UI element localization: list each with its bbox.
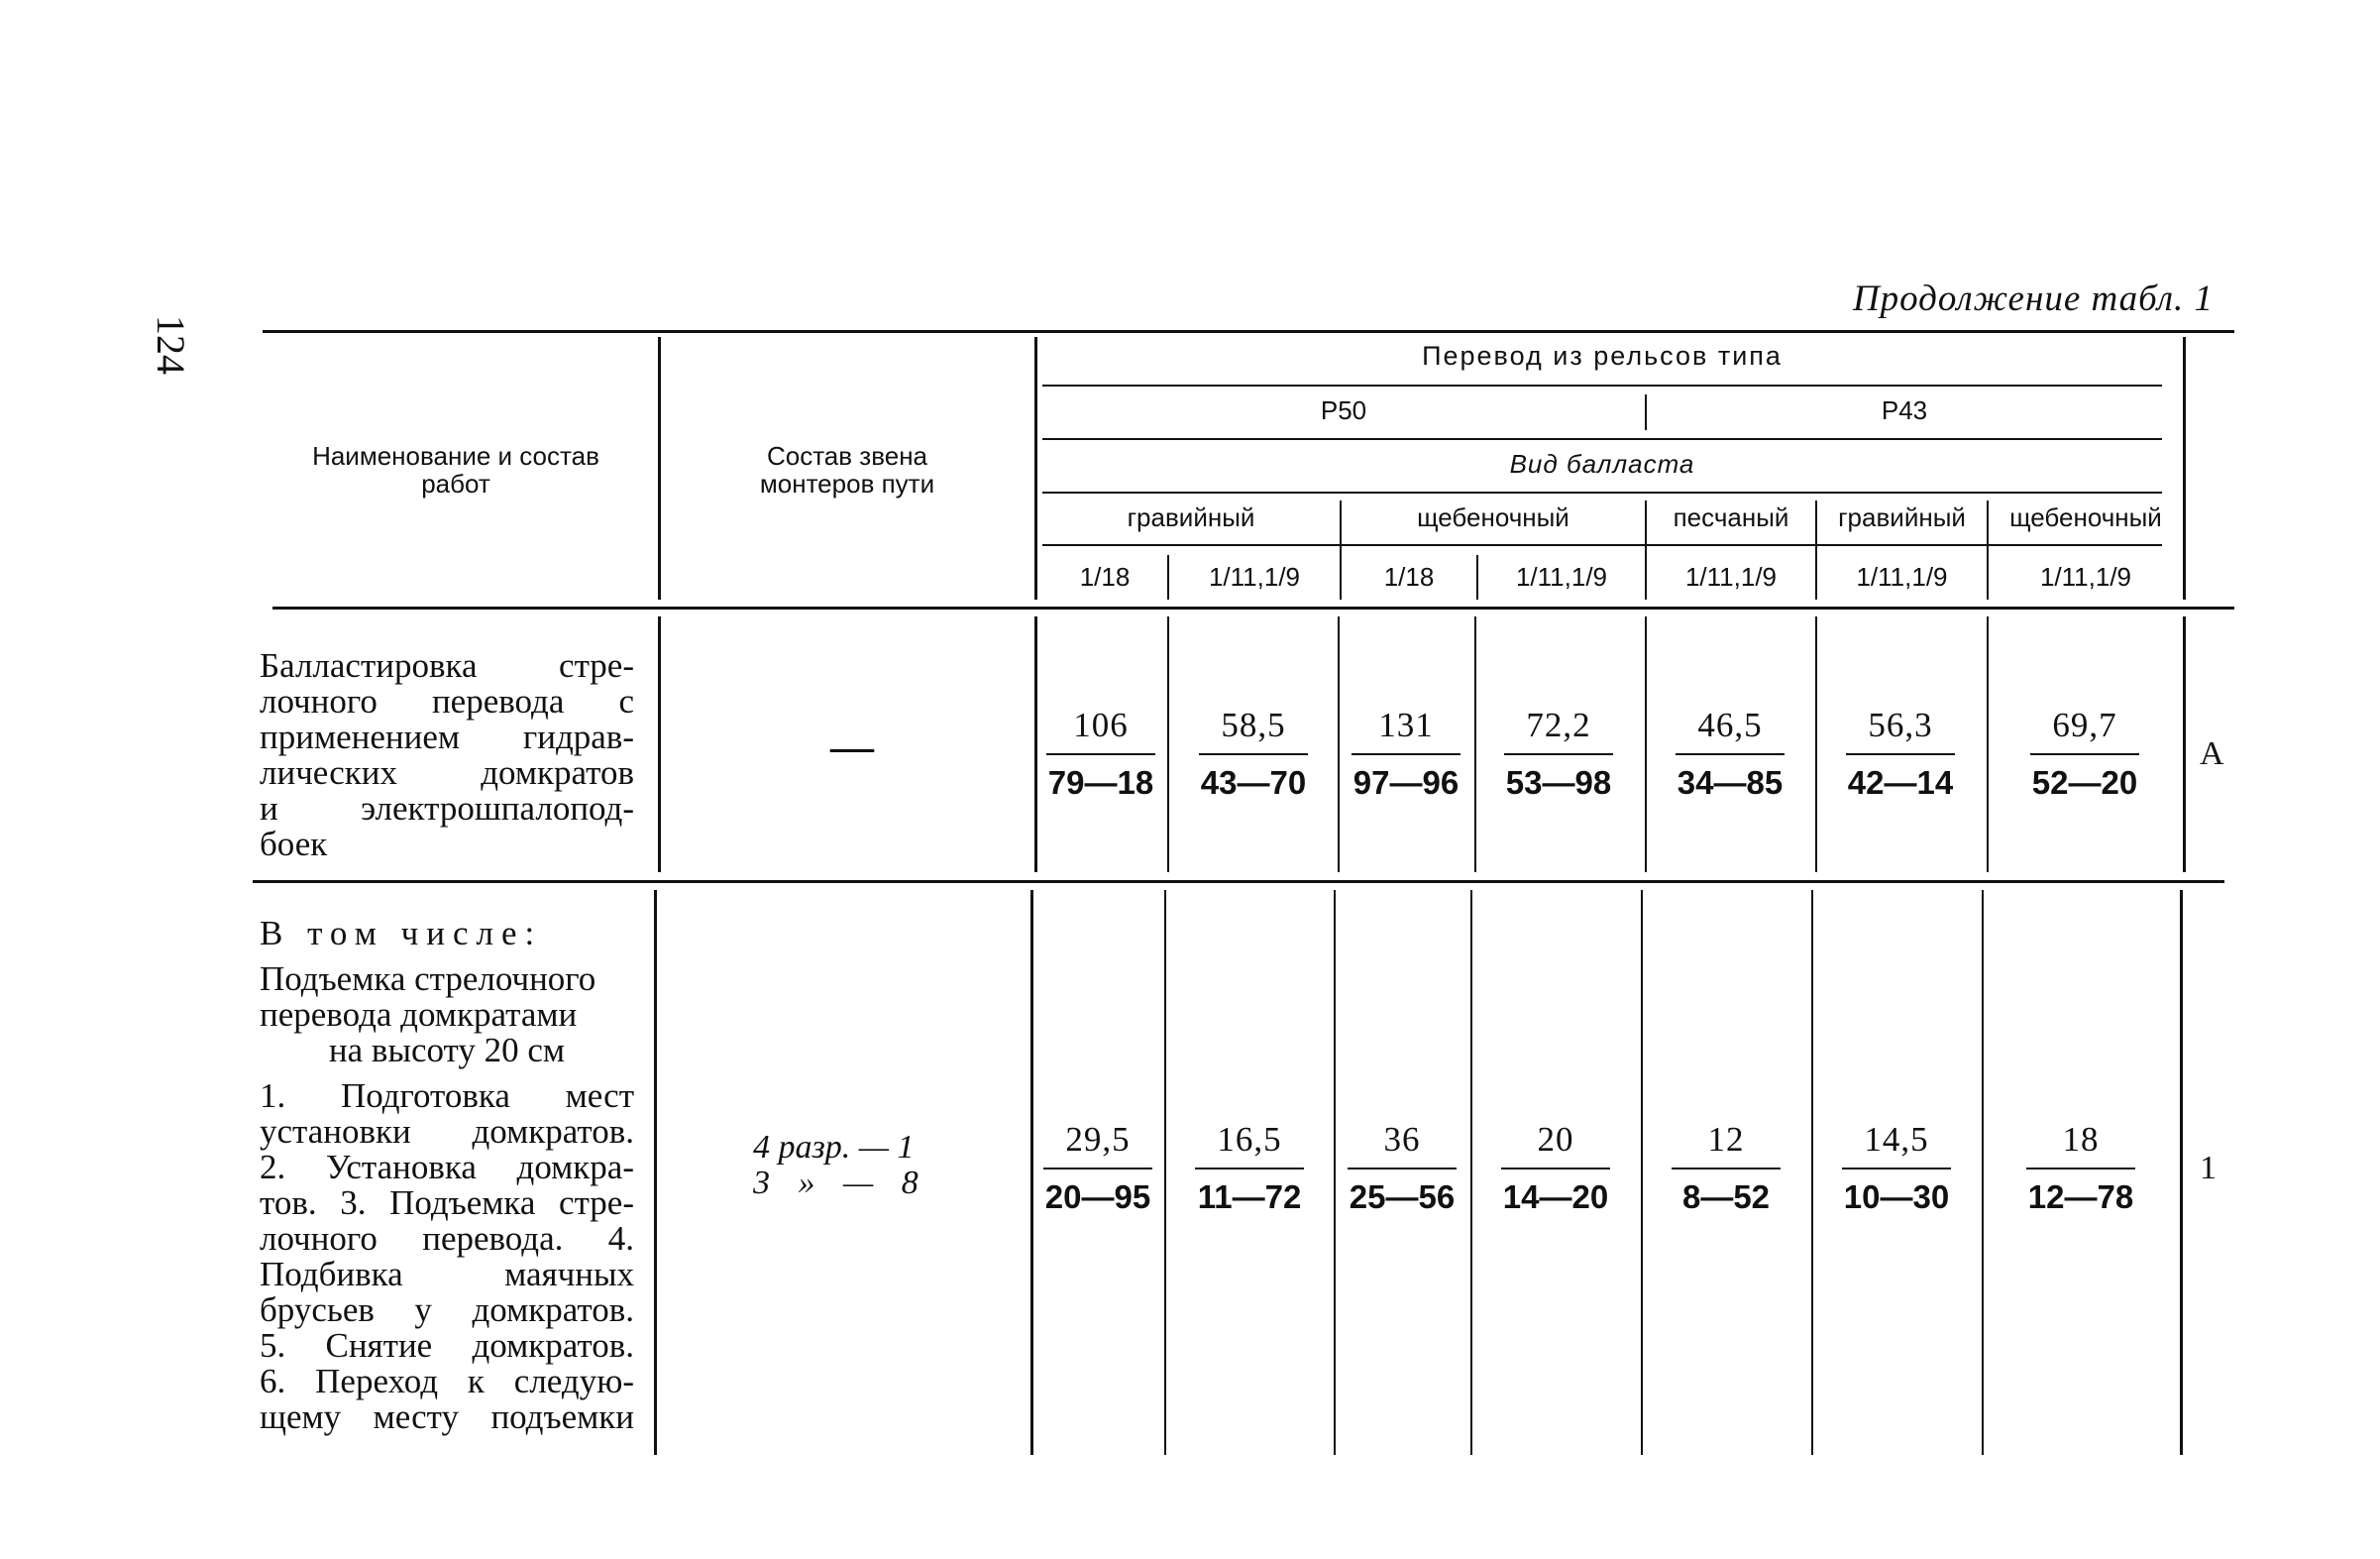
- header-rail-p43: Р43: [1881, 395, 1928, 425]
- row1-name: Балластировка стре- лочного перевода с применением гидрав- лических домкратов и электрошпалопод- боек: [260, 646, 634, 863]
- row2-name: 1. Подготовка мест установки домкратов. 2. Установка домкра- тов. 3. Подъемка стре- лочного перевода. 4. Подбивка маячных брусьев у домкратов. 5. Снятие домкратов. 6. Переход к следую- щему месту подъемки: [260, 1076, 634, 1436]
- ballast-crushed-p43: щебеночный: [2009, 502, 2162, 532]
- ballast-gravel-p43: гравийный: [1838, 502, 1966, 532]
- row1-value-7: 69,7 52—20: [2031, 706, 2138, 801]
- row1-value-2: 58,5 43—70: [1200, 706, 1307, 801]
- row2-value-2: 16,5 11—72: [1180, 1120, 1319, 1215]
- row2-value-6: 14,5 10—30: [1843, 1120, 1950, 1215]
- row2-title: Подъемка стрелочного перевода домкратами на высоту 20 см: [260, 959, 596, 1069]
- header-group-title: Перевод из рельсов типа: [1422, 341, 1783, 371]
- grade-6: 1/11,1/9: [1856, 562, 1948, 592]
- grade-5: 1/11,1/9: [1684, 562, 1778, 592]
- header-ballast-title: Вид балласта: [1509, 449, 1695, 479]
- row1-value-4: 72,2 53—98: [1505, 706, 1612, 801]
- ballast-gravel-p50: гравийный: [1127, 502, 1255, 532]
- ballast-sand-p43: песчаный: [1673, 502, 1789, 532]
- grade-3: 1/18: [1383, 562, 1435, 592]
- row1-value-6: 56,3 42—14: [1847, 706, 1954, 801]
- row1-value-5: 46,5 34—85: [1677, 706, 1784, 801]
- row2-value-3: 36 25—56: [1349, 1120, 1456, 1215]
- row1-team: —: [830, 723, 874, 771]
- row2-value-4: 20 14—20: [1502, 1120, 1609, 1215]
- header-col-name: Наименование и состав работ: [312, 441, 599, 499]
- row2-team: 4 разр. — 1 3 » — 8: [753, 1129, 919, 1201]
- table-caption: Продолжение табл. 1: [1852, 278, 2214, 319]
- row1-mark: А: [2200, 735, 2224, 772]
- ballast-crushed-p50: щебеночный: [1417, 502, 1569, 532]
- row2-value-1: 29,5 20—95: [1044, 1120, 1151, 1215]
- row2-value-5: 12 8—52: [1657, 1120, 1795, 1215]
- grade-1: 1/18: [1079, 562, 1131, 592]
- row2-value-7: 18 12—78: [2027, 1120, 2134, 1215]
- page-number: 124: [149, 315, 193, 375]
- grade-4: 1/11,1/9: [1515, 562, 1608, 592]
- header-col-team: Состав звена монтеров пути: [759, 441, 935, 499]
- row2-subhead: В том числе:: [260, 914, 543, 952]
- row2-mark: 1: [2200, 1150, 2217, 1186]
- grade-2: 1/11,1/9: [1208, 562, 1301, 592]
- header-rail-p50: Р50: [1320, 395, 1367, 425]
- row1-value-1: 106 79—18: [1047, 706, 1154, 801]
- row1-value-3: 131 97—96: [1352, 706, 1460, 801]
- grade-7: 1/11,1/9: [2039, 562, 2132, 592]
